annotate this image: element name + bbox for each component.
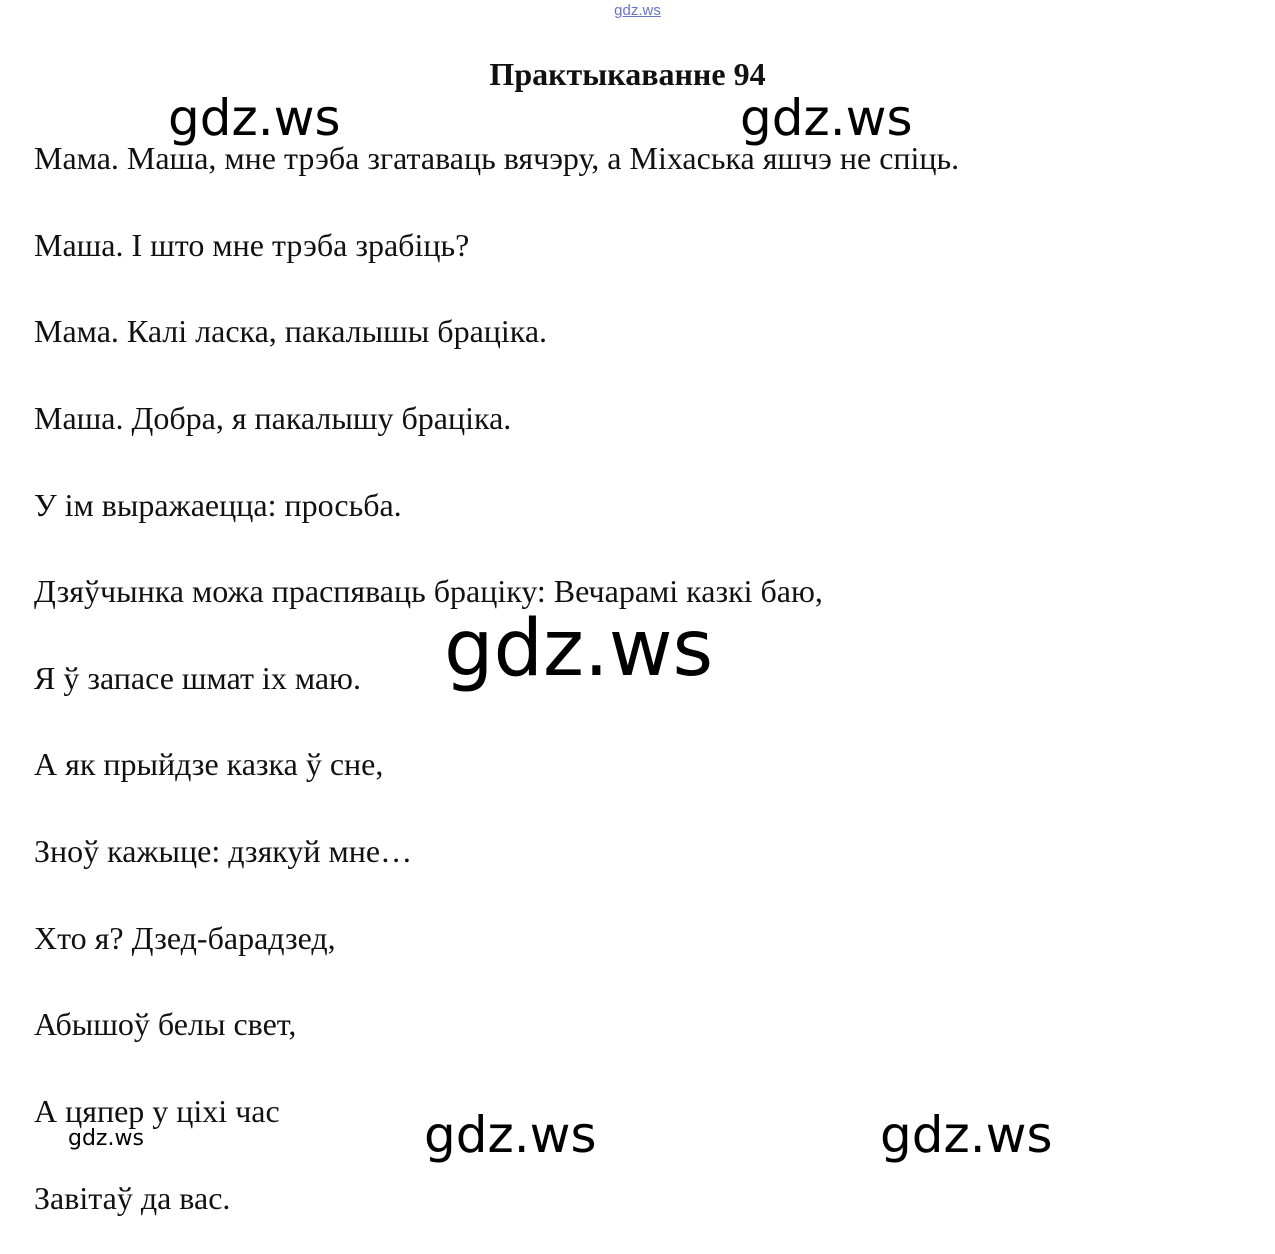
watermark: gdz.ws (68, 1126, 144, 1151)
text-line: Я ў запасе шмат іх маю. (34, 660, 361, 696)
watermark: gdz.ws (424, 1106, 597, 1164)
page-title: Практыкаванне 94 (489, 56, 766, 92)
text-line: Абышоў белы свет, (34, 1006, 297, 1042)
text-line: Дзяўчынка можа праспяваць брацiку: Вечарамі казкі баю, (34, 573, 823, 609)
watermark: gdz.ws (444, 604, 714, 694)
text-line: А цяпер у ціхі час (34, 1093, 280, 1129)
text-line: Маша. Добра, я пакалышу брацiка. (34, 400, 512, 436)
watermark: gdz.ws (740, 89, 913, 147)
text-line: Мама. Маша, мне трэба згатаваць вячэру, а Міхаська яшчэ не спіць. (34, 140, 960, 176)
text-line: Завітаў да вас. (34, 1180, 231, 1216)
text-line: Хто я? Дзед-барадзед, (34, 920, 336, 956)
text-line: Мама. Калі ласка, пакалышы брацiка. (34, 313, 548, 349)
text-line: А як прыйдзе казка ў сне, (34, 746, 384, 782)
text-line: Зноў кажыце: дзякуй мне… (34, 833, 413, 869)
site-link[interactable]: gdz.ws (614, 2, 661, 19)
text-line: Маша. І што мне трэба зрабіць? (34, 227, 470, 263)
watermark: gdz.ws (880, 1106, 1053, 1164)
text-line: У ім выражаецца: просьба. (34, 487, 402, 523)
watermark: gdz.ws (168, 89, 341, 147)
